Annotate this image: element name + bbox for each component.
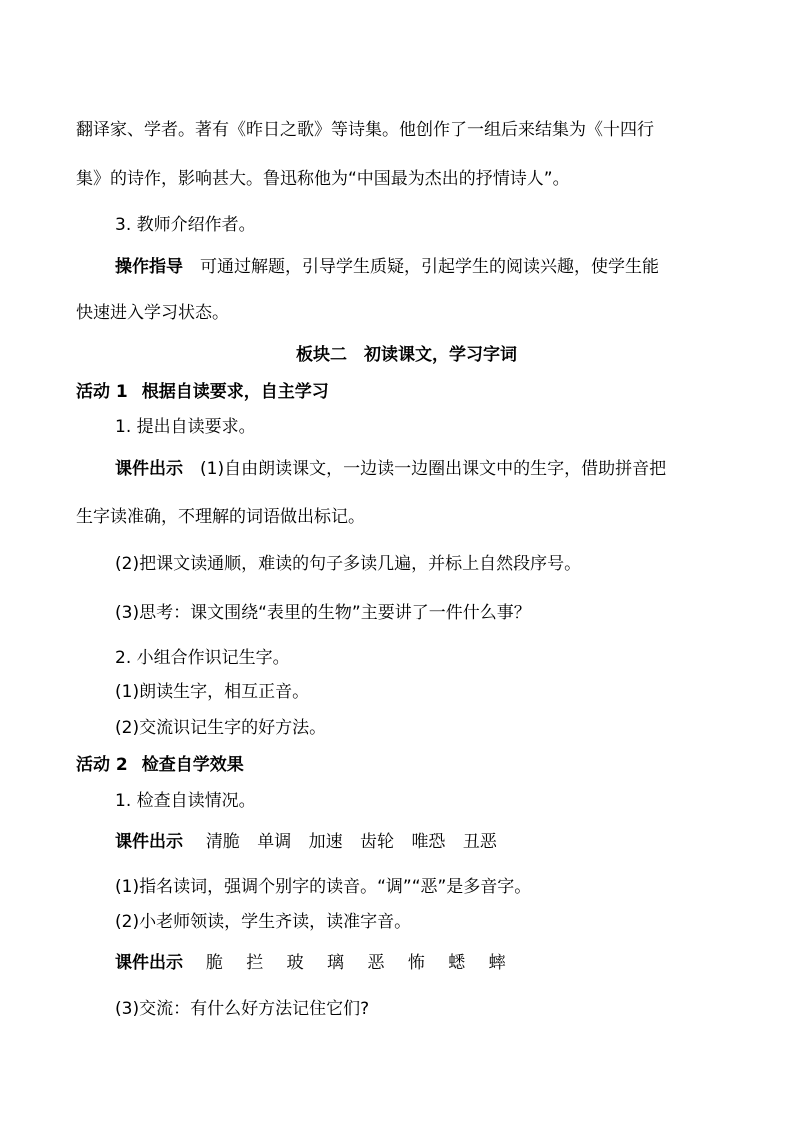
- requirement-1-text: (1)自由朗读课文，一边读一边圈出课文中的生字，借助拼音把: [200, 459, 667, 479]
- slide-char: 恶: [367, 953, 385, 973]
- operation-guide-line-2: 快速进入学习状态。: [76, 303, 229, 323]
- slide-word: 唯恐: [411, 832, 446, 852]
- activity-1-slide-line-1: [115, 457, 666, 481]
- operation-guide-label: 操作指导: [115, 257, 183, 277]
- activity-1-heading: [76, 380, 329, 404]
- slide-word: 单调: [257, 832, 292, 852]
- slide-chars-row: [115, 951, 506, 975]
- slide-char: 拦: [246, 953, 264, 973]
- operation-guide-line-1: [115, 255, 659, 279]
- intro-paragraph-line-1: 翻译家、学者。著有《昨日之歌》等诗集。他创作了一组后来结集为《十四行: [76, 120, 654, 140]
- activity-2-sub-1: (1)指名读词，强调个别字的读音。“调”“恶”是多音字。: [115, 877, 532, 897]
- requirement-1-line-2: 生字读准确，不理解的词语做出标记。: [76, 507, 365, 527]
- activity-1-label: 活动 1: [76, 382, 128, 402]
- intro-paragraph-line-2: 集》的诗作，影响甚大。鲁迅称他为“中国最为杰出的抒情诗人”。: [76, 169, 570, 189]
- slide-char: 蟀: [488, 953, 506, 973]
- operation-guide-text: 可通过解题，引导学生质疑，引起学生的阅读兴趣，使学生能: [200, 257, 659, 277]
- activity-2-step-1: 1. 检查自读情况。: [115, 791, 256, 811]
- slide-word: 丑恶: [462, 832, 497, 852]
- slide-char: 怖: [407, 953, 425, 973]
- slide-label: 课件出示: [115, 459, 183, 479]
- activity-1-step-2: 2. 小组合作识记生字。: [115, 648, 290, 668]
- activity-2-heading: [76, 753, 244, 777]
- activity-1-step-2-1: (1)朗读生字，相互正音。: [115, 682, 310, 702]
- slide-label: 课件出示: [115, 953, 183, 973]
- activity-1-step-2-2: (2)交流识记生字的好方法。: [115, 718, 327, 738]
- slide-char: 璃: [327, 953, 345, 973]
- slide-words-row: [115, 830, 497, 854]
- slide-word: 齿轮: [360, 832, 395, 852]
- slide-char: 脆: [205, 953, 223, 973]
- requirement-2: (2)把课文读通顺，难读的句子多读几遍，并标上自然段序号。: [115, 554, 582, 574]
- slide-word: 清脆: [205, 832, 240, 852]
- requirement-3: (3)思考：课文围绕“表里的生物”主要讲了一件什么事？: [115, 603, 531, 623]
- activity-2-sub-3: (3)交流：有什么好方法记住它们?: [115, 999, 370, 1019]
- slide-char: 蟋: [448, 953, 466, 973]
- activity-2-label: 活动 2: [76, 755, 128, 775]
- step-3-introduce-author: 3. 教师介绍作者。: [115, 215, 256, 235]
- slide-label: 课件出示: [115, 832, 183, 852]
- activity-1-step-1: 1. 提出自读要求。: [115, 417, 256, 437]
- activity-2-sub-2: (2)小老师领读，学生齐读，读准字音。: [115, 912, 412, 932]
- slide-word: 加速: [308, 832, 343, 852]
- activity-1-title: 根据自读要求，自主学习: [141, 382, 329, 402]
- section-2-heading: 板块二 初读课文，学习字词: [296, 345, 517, 365]
- slide-char: 玻: [286, 953, 304, 973]
- activity-2-title: 检查自学效果: [141, 755, 244, 775]
